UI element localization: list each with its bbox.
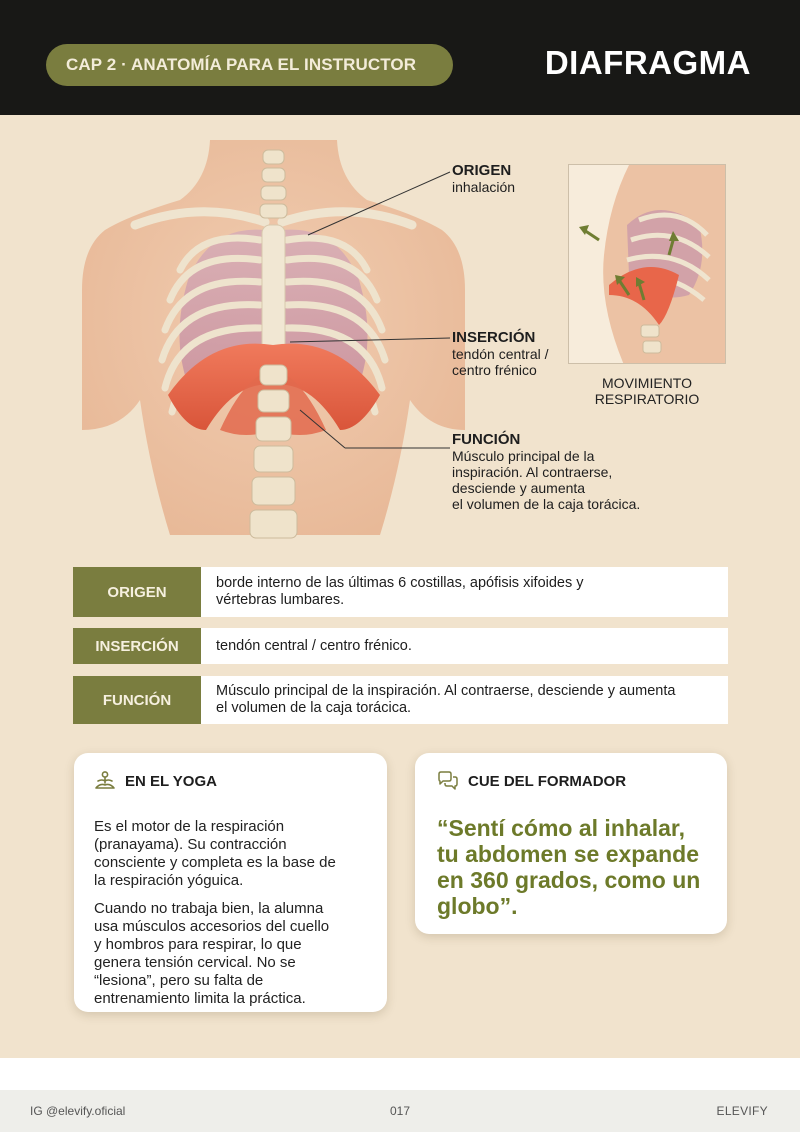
cue-quote-line: “Sentí cómo al inhalar, bbox=[437, 815, 685, 841]
yoga-line: entrenamiento limita la práctica. bbox=[94, 990, 306, 1007]
callout-funcion bbox=[452, 432, 692, 512]
thorax-illustration bbox=[60, 130, 480, 540]
callout-insercion-line: tendón central / bbox=[452, 346, 549, 362]
row-label: FUNCIÓN bbox=[73, 676, 201, 724]
row-label: INSERCIÓN bbox=[73, 628, 201, 664]
yoga-paragraph-2 bbox=[94, 900, 367, 1008]
callout-origen bbox=[452, 163, 515, 195]
yoga-line: la respiración yóguica. bbox=[94, 872, 244, 889]
cue-card-header bbox=[437, 771, 705, 791]
speech-bubbles-icon bbox=[437, 771, 459, 791]
callout-origen-text: inhalación bbox=[452, 179, 516, 195]
yoga-paragraph-1 bbox=[94, 818, 367, 890]
yoga-card-header bbox=[94, 771, 367, 791]
yoga-line: Es el motor de la respiración bbox=[94, 818, 285, 835]
cue-card-title: CUE DEL FORMADOR bbox=[468, 772, 627, 790]
yoga-line: Cuando no trabaja bien, la alumna bbox=[94, 900, 324, 917]
row-value bbox=[201, 628, 728, 664]
table-row-funcion bbox=[73, 676, 728, 724]
caption-line: MOVIMIENTO bbox=[602, 375, 692, 391]
callout-funcion-title: FUNCIÓN bbox=[452, 431, 521, 448]
brand-name: ELEVIFY bbox=[716, 1104, 768, 1118]
yoga-line: genera tensión cervical. No se bbox=[94, 954, 296, 971]
caption-line: RESPIRATORIO bbox=[594, 391, 700, 407]
yoga-line: y hombros para respirar, lo que bbox=[94, 936, 302, 953]
row-value-line: el volumen de la caja torácica. bbox=[216, 700, 412, 716]
callout-insercion bbox=[452, 330, 549, 378]
row-value bbox=[201, 676, 728, 724]
callout-origen-title: ORIGEN bbox=[452, 162, 512, 179]
callout-funcion-line: Músculo principal de la bbox=[452, 448, 595, 464]
row-label: ORIGEN bbox=[73, 567, 201, 617]
cue-quote-line: globo”. bbox=[437, 893, 518, 919]
table-row-origen bbox=[73, 567, 728, 617]
yoga-line: consciente y completa es la base de bbox=[94, 854, 336, 871]
cue-quote-line: tu abdomen se expande bbox=[437, 841, 700, 867]
row-value-line: vértebras lumbares. bbox=[216, 592, 345, 608]
page-title: DIAFRAGMA bbox=[544, 44, 751, 81]
instagram-handle: IG @elevify.oficial bbox=[30, 1104, 126, 1118]
callout-funcion-line: inspiración. Al contraerse, bbox=[452, 464, 613, 480]
yoga-line: (pranayama). Su contracción bbox=[94, 836, 287, 853]
page-number: 017 bbox=[390, 1104, 411, 1118]
chapter-label: CAP 2 · ANATOMÍA PARA EL INSTRUCTOR bbox=[46, 44, 453, 86]
footer-spacer bbox=[0, 1058, 800, 1090]
yoga-card bbox=[74, 753, 387, 1012]
yoga-line: usa músculos accesorios del cuello bbox=[94, 918, 330, 935]
callout-funcion-line: desciende y aumenta bbox=[452, 480, 586, 496]
meditation-icon bbox=[94, 771, 116, 791]
side-torso-illustration bbox=[569, 165, 726, 364]
cue-card bbox=[415, 753, 727, 934]
row-value bbox=[201, 567, 728, 617]
yoga-card-title: EN EL YOGA bbox=[125, 772, 217, 790]
page-footer bbox=[0, 1090, 800, 1132]
callout-insercion-title: INSERCIÓN bbox=[452, 329, 536, 346]
cue-quote bbox=[437, 815, 705, 919]
respiratory-movement-caption bbox=[568, 375, 726, 407]
callout-insercion-line: centro frénico bbox=[452, 362, 537, 378]
row-value-line: Músculo principal de la inspiración. Al contraerse, desciende y aumenta bbox=[216, 683, 676, 699]
page-header bbox=[0, 0, 800, 115]
respiratory-movement-figure bbox=[568, 164, 726, 364]
row-value-line: tendón central / centro frénico. bbox=[216, 637, 412, 654]
table-row-insercion bbox=[73, 628, 728, 664]
callout-funcion-line: el volumen de la caja torácica. bbox=[452, 496, 641, 512]
cue-quote-line: en 360 grados, como un bbox=[437, 867, 701, 893]
row-value-line: borde interno de las últimas 6 costillas, apófisis xifoides y bbox=[216, 575, 584, 591]
yoga-line: “lesiona”, pero su falta de bbox=[94, 972, 264, 989]
